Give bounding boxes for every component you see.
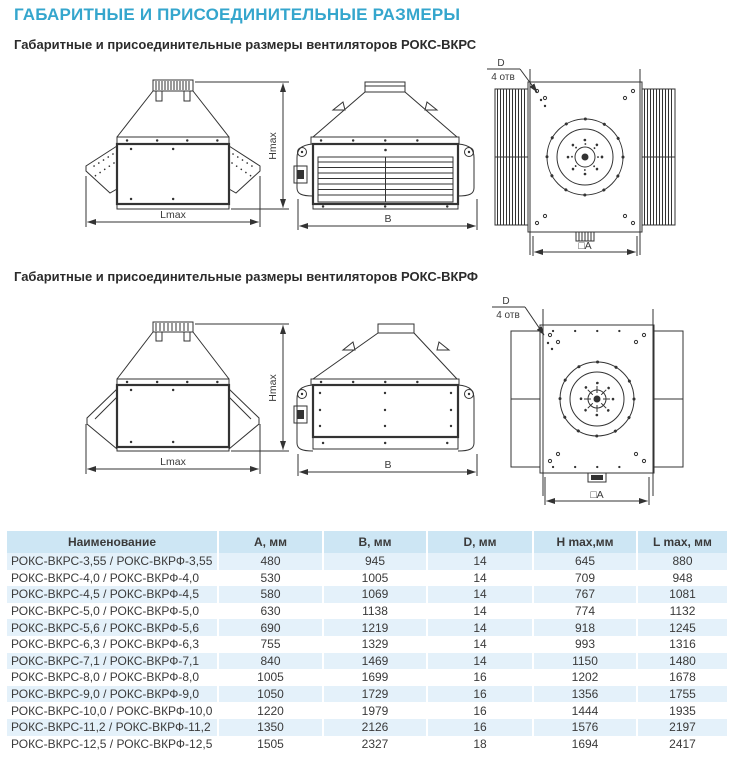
cell-model-name: РОКС-ВКРС-8,0 / РОКС-ВКРФ-8,0: [11, 670, 200, 685]
cell-d: 16: [427, 686, 533, 703]
cell-l-max: 1755: [637, 686, 727, 703]
col-header-h-max: Н max,мм: [533, 531, 637, 553]
cell-a: 755: [218, 636, 323, 653]
table-header-row: [7, 531, 727, 553]
left-louver-block: [495, 89, 528, 225]
cell-d: 14: [427, 603, 533, 620]
cell-a: 690: [218, 619, 323, 636]
cell-a: 480: [218, 553, 323, 570]
roof-cap: [153, 322, 193, 341]
cell-d: 14: [427, 653, 533, 670]
louvers: [318, 157, 453, 202]
cell-d: 16: [427, 702, 533, 719]
cell-d: 16: [427, 719, 533, 736]
cell-h-max: 774: [533, 603, 637, 620]
table-row: [7, 619, 727, 636]
cell-l-max: 1245: [637, 619, 727, 636]
cell-b: 1069: [323, 586, 427, 603]
cell-h-max: 918: [533, 619, 637, 636]
diffuser-hood: [313, 92, 457, 137]
cell-model-name: РОКС-ВКРС-4,5 / РОКС-ВКРФ-4,5: [11, 587, 200, 602]
col-header-name: Наименование: [7, 531, 218, 553]
cell-b: 1005: [323, 570, 427, 587]
table-row: [7, 553, 727, 570]
dim-label-d: D: [502, 296, 510, 307]
cell-a: 840: [218, 653, 323, 670]
diffuser-hood: [313, 333, 457, 379]
cell-h-max: 993: [533, 636, 637, 653]
dimension-hmax: [195, 324, 289, 451]
dimension-b: [298, 454, 477, 476]
cell-d: 14: [427, 636, 533, 653]
drawing-vkrs-front-view: [293, 62, 487, 232]
cell-l-max: 880: [637, 553, 727, 570]
cell-h-max: 1202: [533, 669, 637, 686]
dimension-hmax: [195, 82, 289, 209]
cell-d: 14: [427, 570, 533, 587]
cell-b: 1979: [323, 702, 427, 719]
cell-a: 580: [218, 586, 323, 603]
fan-body: [117, 379, 229, 451]
cell-model-name: РОКС-ВКРС-3,55 / РОКС-ВКРФ-3,55: [11, 554, 213, 569]
page-title: ГАБАРИТНЫЕ И ПРИСОЕДИНИТЕЛЬНЫЕ РАЗМЕРЫ: [14, 5, 461, 24]
motor-box: [294, 406, 307, 423]
fan-impeller: [547, 119, 623, 195]
cell-h-max: 1694: [533, 736, 637, 753]
drawing-vkrs-top-view: [487, 56, 734, 268]
right-flap: [654, 331, 683, 467]
right-louver-block: [642, 89, 675, 225]
cell-h-max: 709: [533, 570, 637, 587]
cell-a: 1505: [218, 736, 323, 753]
cell-d: 16: [427, 669, 533, 686]
table-row: [7, 586, 727, 603]
side-brackets: [297, 385, 474, 451]
cell-model-name: РОКС-ВКРС-11,2 / РОКС-ВКРФ-11,2: [11, 720, 211, 735]
cell-a: 1350: [218, 719, 323, 736]
dim-label-square-a: □A: [578, 240, 592, 252]
cell-h-max: 1576: [533, 719, 637, 736]
col-header-l-max: L max, мм: [637, 531, 727, 553]
cell-d: 14: [427, 586, 533, 603]
dimension-lmax: [86, 176, 260, 227]
hole-diameter-callout: [487, 58, 546, 107]
cell-model-name: РОКС-ВКРС-5,0 / РОКС-ВКРФ-5,0: [11, 604, 200, 619]
diffuser-hood: [117, 332, 229, 379]
cell-h-max: 645: [533, 553, 637, 570]
cell-h-max: 1356: [533, 686, 637, 703]
dim-label-four-holes: 4 отв: [496, 310, 520, 321]
cell-b: 2327: [323, 736, 427, 753]
table-row: [7, 570, 727, 587]
hole-diameter-callout: [492, 296, 553, 350]
cell-a: 1005: [218, 669, 323, 686]
bottom-tab: [588, 473, 606, 482]
cell-l-max: 2417: [637, 736, 727, 753]
cell-l-max: 1132: [637, 603, 727, 620]
roof-cap: [378, 324, 414, 333]
dimension-lmax: [86, 424, 260, 474]
table-row: [7, 669, 727, 686]
cell-l-max: 1678: [637, 669, 727, 686]
side-braces: [87, 389, 259, 449]
table-row: [7, 719, 727, 736]
roof-cap: [153, 80, 193, 101]
cell-h-max: 767: [533, 586, 637, 603]
col-header-d: D, мм: [427, 531, 533, 553]
cell-a: 530: [218, 570, 323, 587]
drawing-vkrf-top-view: [487, 293, 734, 517]
dim-label-hmax: Hmax: [267, 374, 279, 402]
dim-label-lmax: Lmax: [160, 209, 186, 221]
cell-l-max: 1480: [637, 653, 727, 670]
col-header-a: А, мм: [218, 531, 323, 553]
cell-b: 1138: [323, 603, 427, 620]
cell-a: 1050: [218, 686, 323, 703]
table-row: [7, 636, 727, 653]
left-flap: [511, 331, 540, 467]
drawing-vkrs-side-view: [83, 62, 293, 232]
dimension-square-a: [545, 477, 649, 505]
section-heading-vkrs: Габаритные и присоединительные размеры вентиляторов РОКС-ВКРС: [14, 37, 477, 52]
cell-d: 14: [427, 553, 533, 570]
dim-label-four-holes: 4 отв: [491, 72, 515, 83]
cell-a: 630: [218, 603, 323, 620]
cell-b: 1729: [323, 686, 427, 703]
dim-label-square-a: □A: [590, 489, 604, 501]
cell-a: 1220: [218, 702, 323, 719]
cell-d: 18: [427, 736, 533, 753]
cell-model-name: РОКС-ВКРС-7,1 / РОКС-ВКРФ-7,1: [11, 653, 200, 668]
table-row: [7, 736, 727, 753]
dimensions-table: [7, 531, 727, 752]
section-heading-vkrf: Габаритные и присоединительные размеры вентиляторов РОКС-ВКРФ: [14, 269, 479, 284]
cell-b: 945: [323, 553, 427, 570]
cell-b: 1699: [323, 669, 427, 686]
diffuser-hood: [117, 91, 229, 137]
cell-model-name: РОКС-ВКРС-4,0 / РОКС-ВКРФ-4,0: [11, 570, 200, 585]
dim-label-d: D: [497, 58, 505, 69]
drawing-vkrf-side-view: [83, 298, 293, 483]
cell-b: 1329: [323, 636, 427, 653]
dim-label-lmax: Lmax: [160, 456, 186, 468]
cell-h-max: 1150: [533, 653, 637, 670]
motor-box: [294, 166, 307, 183]
fan-body: [311, 379, 459, 449]
cell-model-name: РОКС-ВКРС-5,6 / РОКС-ВКРФ-5,6: [11, 620, 200, 635]
cell-b: 2126: [323, 719, 427, 736]
table-row: [7, 603, 727, 620]
table-row: [7, 702, 727, 719]
side-flaps: [86, 146, 260, 193]
cell-l-max: 2197: [637, 719, 727, 736]
col-header-b: В, мм: [323, 531, 427, 553]
dim-label-hmax: Hmax: [267, 132, 279, 160]
cell-d: 14: [427, 619, 533, 636]
cell-model-name: РОКС-ВКРС-9,0 / РОКС-ВКРФ-9,0: [11, 687, 200, 702]
drawing-vkrf-front-view: [293, 298, 487, 483]
cell-l-max: 1316: [637, 636, 727, 653]
dim-label-b: B: [384, 459, 392, 471]
cell-h-max: 1444: [533, 702, 637, 719]
fan-impeller: [560, 362, 634, 436]
cell-model-name: РОКС-ВКРС-6,3 / РОКС-ВКРФ-6,3: [11, 637, 200, 652]
cell-model-name: РОКС-ВКРС-12,5 / РОКС-ВКРФ-12,5: [11, 736, 213, 751]
cell-l-max: 1935: [637, 702, 727, 719]
cell-b: 1219: [323, 619, 427, 636]
table-row: [7, 686, 727, 703]
cell-l-max: 948: [637, 570, 727, 587]
cell-b: 1469: [323, 653, 427, 670]
cell-model-name: РОКС-ВКРС-10,0 / РОКС-ВКРФ-10,0: [11, 703, 213, 718]
roof-cap: [365, 82, 405, 92]
bolt-axis-lines: [543, 309, 653, 496]
dim-label-b: B: [384, 213, 392, 225]
table-row: [7, 653, 727, 670]
fan-body: [117, 137, 229, 209]
cell-l-max: 1081: [637, 586, 727, 603]
